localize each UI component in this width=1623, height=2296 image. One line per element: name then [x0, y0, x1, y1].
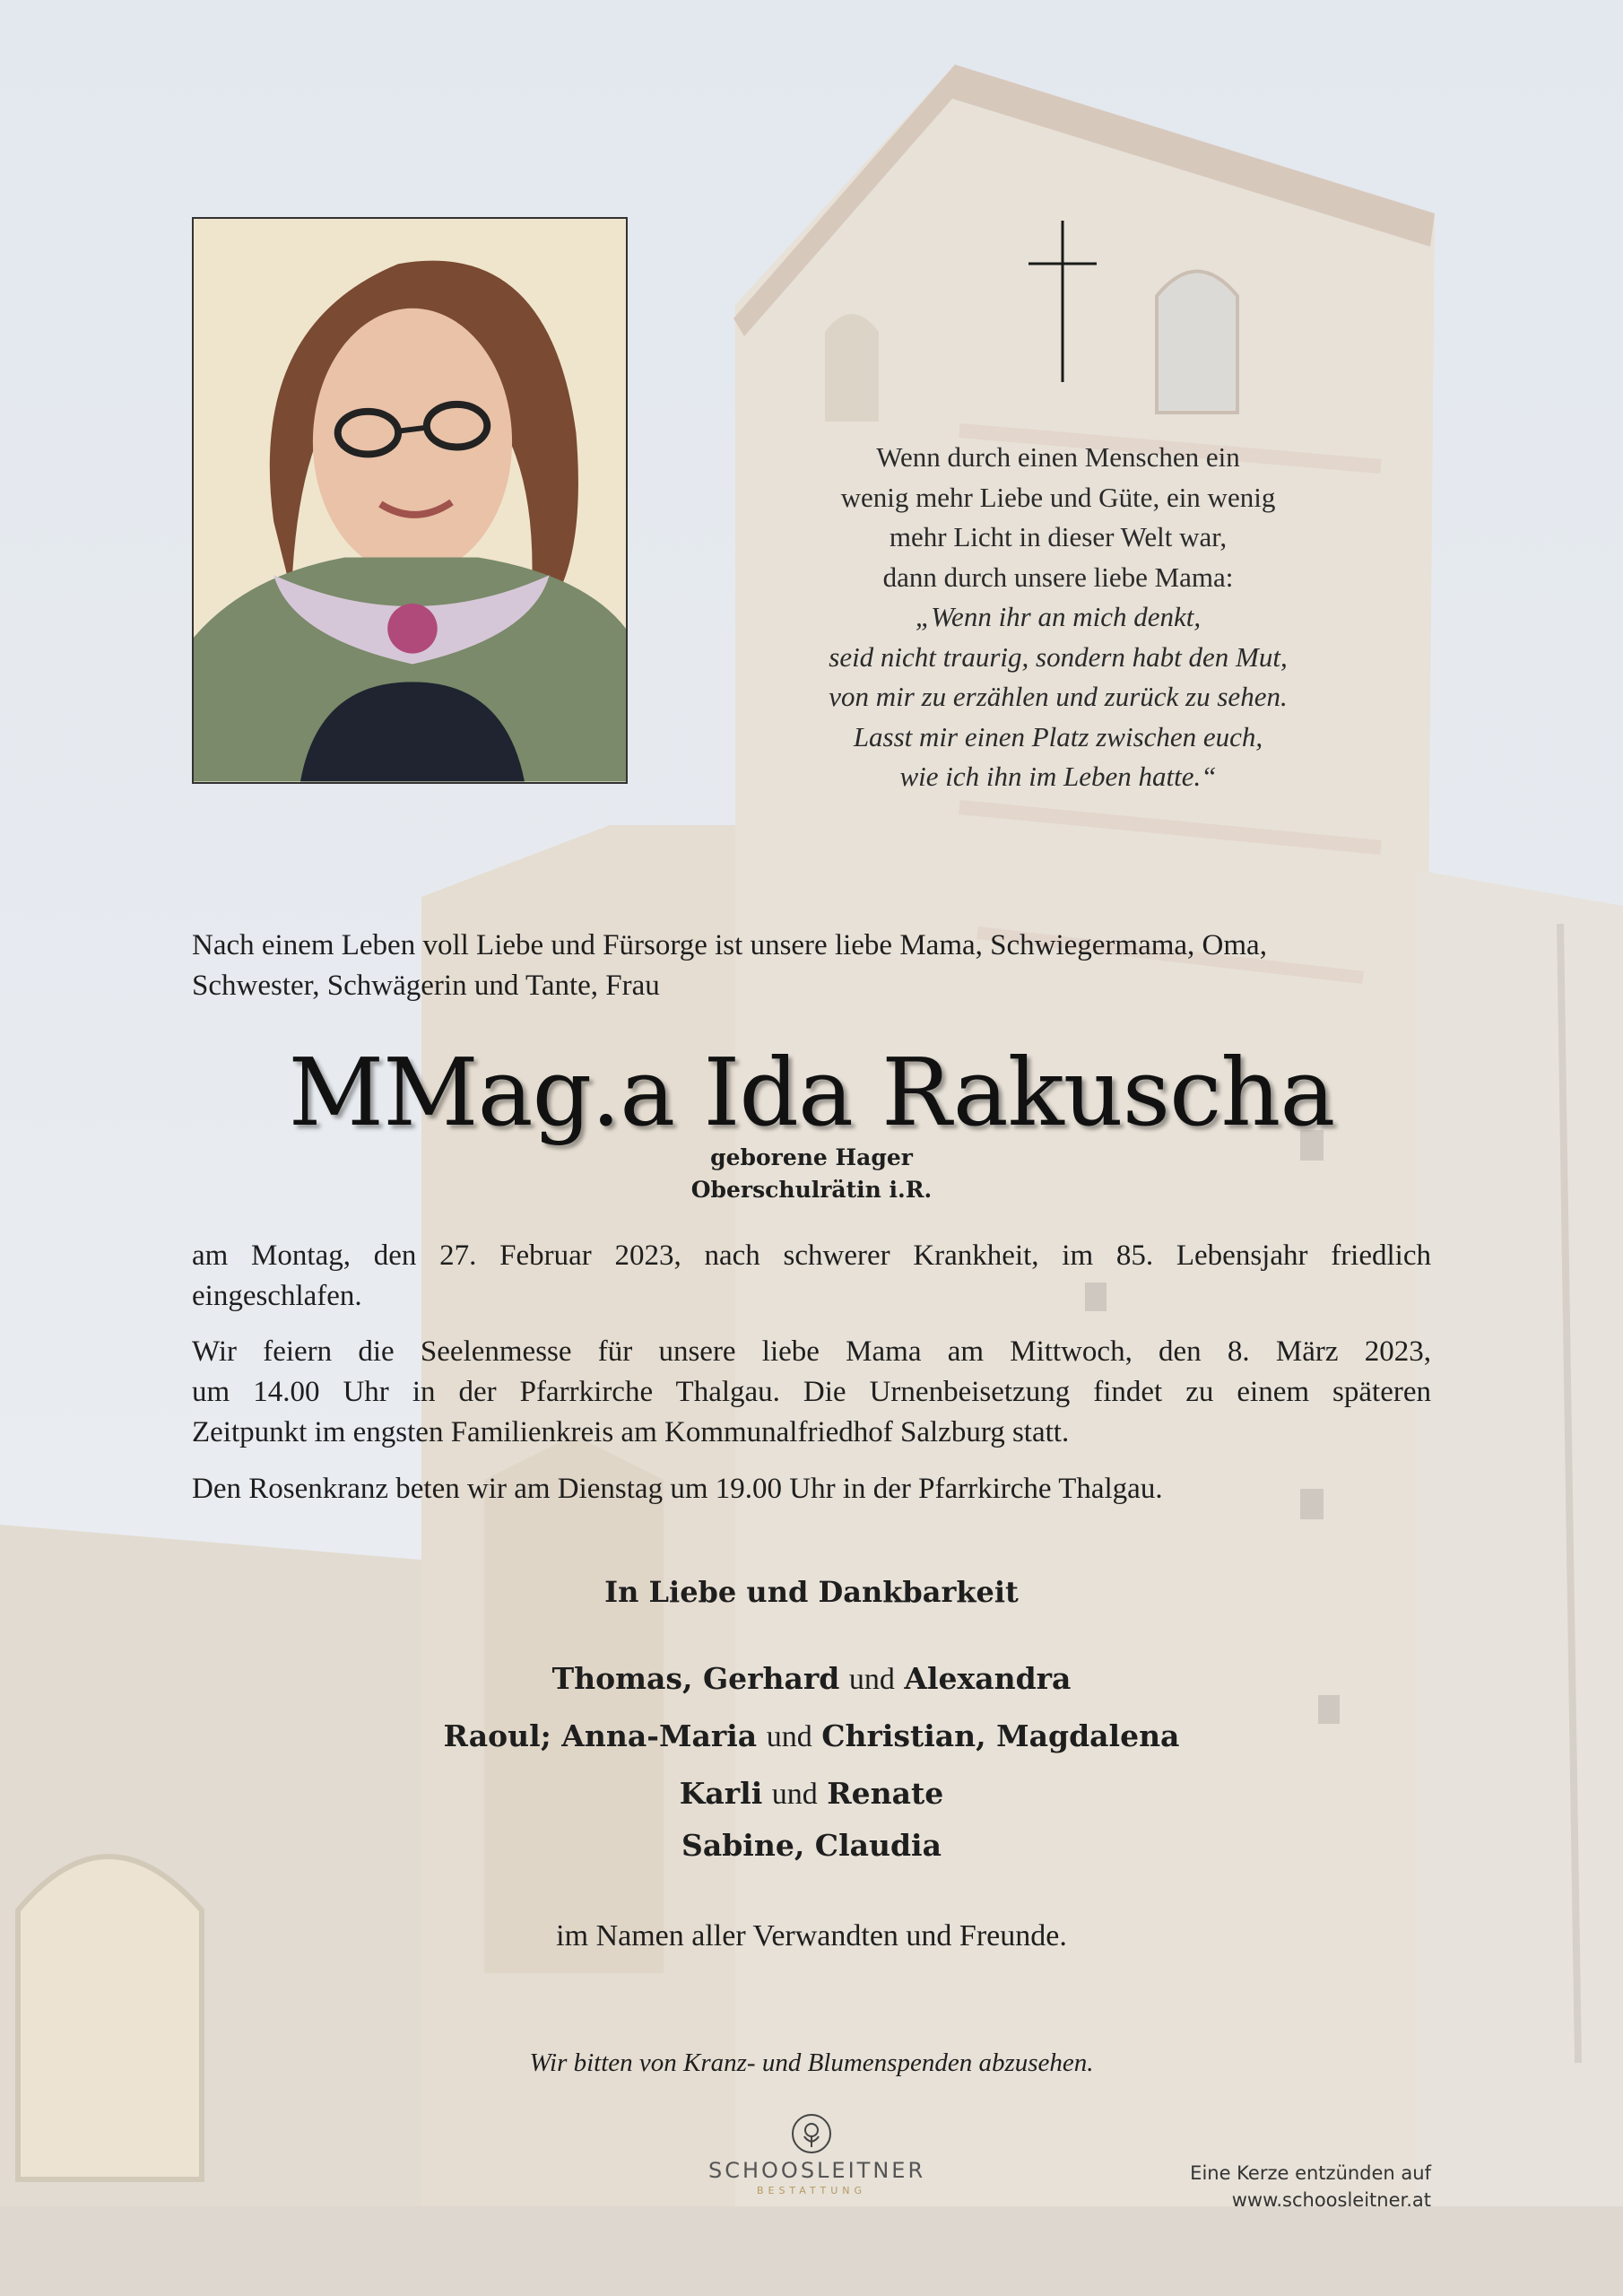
mourners-row — [0, 1776, 1623, 1812]
rosary-line: Den Rosenkranz beten wir am Dienstag um 19.00 Uhr in der Pfarrkirche Thalgau. — [192, 1473, 1163, 1505]
candle-text: Eine Kerze entzünden auf — [1190, 2162, 1431, 2184]
passing-line: eingeschlafen. — [192, 1280, 362, 1312]
intro-line: Schwester, Schwägerin und Tante, Frau — [192, 970, 660, 1002]
service-line: um 14.00 Uhr in der Pfarrkirche Thalgau. Die Urnenbeisetzung findet zu einem späteren — [192, 1376, 1431, 1408]
intro-text — [192, 926, 1431, 1006]
candle-link[interactable] — [1190, 2160, 1431, 2213]
poem-verse — [735, 438, 1381, 797]
mourners-row — [0, 1661, 1623, 1697]
service-paragraph — [192, 1332, 1431, 1453]
mourner-names: Sabine, Claudia — [681, 1828, 942, 1863]
closing-line: im Namen aller Verwandten und Freunde. — [556, 1919, 1067, 1952]
funeral-home-logo — [708, 2113, 926, 2196]
mourner-names: Alexandra — [904, 1661, 1072, 1696]
birth-name: geborene Hager — [710, 1144, 913, 1170]
logo-name: SCHOOSLEITNER — [708, 2158, 926, 2183]
poem-quote-line: seid nicht traurig, sondern habt den Mut, — [829, 640, 1288, 673]
website-url[interactable]: www.schoosleitner.at — [1231, 2189, 1431, 2211]
poem-line: wenig mehr Liebe und Güte, ein wenig — [840, 481, 1276, 513]
rose-icon — [791, 2113, 832, 2154]
rosary-paragraph — [192, 1469, 1431, 1509]
poem-line: Wenn durch einen Menschen ein — [876, 441, 1240, 473]
deceased-name: MMag.a Ida Rakuscha — [288, 1038, 1335, 1147]
conjunction: und — [848, 1663, 895, 1696]
professional-title: Oberschulrätin i.R. — [690, 1177, 933, 1203]
passing-line: am Montag, den 27. Februar 2023, nach schwerer Krankheit, im 85. Lebensjahr friedlich — [192, 1239, 1431, 1272]
mourner-names: Renate — [827, 1776, 944, 1811]
cross-icon — [1027, 221, 1098, 382]
poem-quote-line: von mir zu erzählen und zurück zu sehen. — [829, 681, 1288, 712]
logo-subtitle: BESTATTUNG — [756, 2185, 867, 2196]
mourners-greeting: In Liebe und Dankbarkeit — [604, 1575, 1019, 1609]
poem-line: mehr Licht in dieser Welt war, — [889, 521, 1228, 552]
mourner-names: Karli — [679, 1776, 763, 1811]
mourner-names: Thomas, Gerhard — [551, 1661, 840, 1696]
conjunction: und — [771, 1778, 818, 1811]
service-line: Zeitpunkt im engsten Familienkreis am Kommunalfriedhof Salzburg statt. — [192, 1416, 1070, 1448]
intro-line: Nach einem Leben voll Liebe und Fürsorge ist unsere liebe Mama, Schwiegermama, Oma, — [192, 929, 1267, 961]
donation-note: Wir bitten von Kranz- und Blumenspenden abzusehen. — [529, 2048, 1094, 2077]
mourners-row — [0, 1828, 1623, 1863]
poem-quote-line: wie ich ihn im Leben hatte.“ — [899, 761, 1217, 792]
mourner-names: Raoul; Anna-Maria — [443, 1718, 758, 1753]
service-line: Wir feiern die Seelenmesse für unsere liebe Mama am Mittwoch, den 8. März 2023, — [192, 1335, 1431, 1368]
mourner-names: Christian, Magdalena — [821, 1718, 1180, 1753]
poem-quote-line: „Wenn ihr an mich denkt, — [915, 601, 1202, 632]
poem-quote-line: Lasst mir einen Platz zwischen euch, — [853, 720, 1263, 752]
passing-paragraph — [192, 1236, 1431, 1317]
portrait-photo — [192, 217, 628, 784]
poem-line: dann durch unsere liebe Mama: — [882, 561, 1234, 593]
conjunction: und — [766, 1720, 812, 1753]
mourners-row — [0, 1718, 1623, 1754]
